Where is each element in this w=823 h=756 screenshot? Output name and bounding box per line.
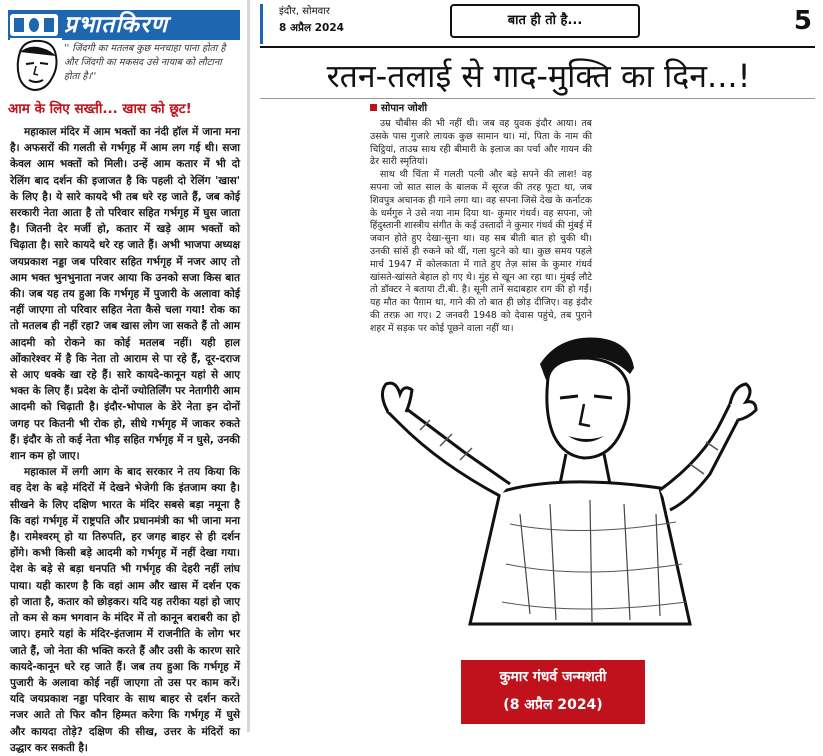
masthead-logo-icon: [10, 14, 58, 36]
byline-square-icon: [370, 104, 377, 111]
section-label: बात ही तो है...: [450, 4, 640, 38]
caption-title: कुमार गंधर्व जन्मशती: [499, 669, 607, 685]
left-article-body: [10, 124, 240, 756]
header-city-day: इंदौर, सोमवार: [279, 6, 330, 17]
article-paragraph: साथ थी चिंता में गलती पत्नी और बड़े सपने की लाश! वह सपना जो सात साल के बालक में सूरज की तरह फूटा था, जब शिवपुत्र अचानक ही गाने लगा था। वह सपना जिसे देख के कर्नाटक के धर्मगुरु ने उसे नया नाम दिया था- कुमार गंधर्व। वह सपना, जो हिंदुस्तानी शास्त्रीय संगीत के कई उस्तादों ने कुमार गंधर्व की मुंबई में जवान होते हुए देखा-सुना था। वह सब बीती बात हो चुकी थी। उनकी सांसें ही रुकने को थीं, गला घुटने को था। कुछ समय पहले मार्च 1947 में कोलकाता में गाते हुए तेज़ सांस के कुमार गंधर्व खांसते-खांसते बेहाल हो गए थे। मुंह से खून आ रहा था। मुंबई लौटे तो डॉक्टर ने बताया टी.बी. है। सूनी तानें सदाबहार राग की हो गईं। यह मौत का पैग़ाम था, गाने की तो बात ही छोड़ दीजिए। वह इंदौर की तरफ़ आ गए। 2 जनवरी 1948 को देवास पहुंचे, तब पुराने शहर में सड़क पर कोई पूछने वाला नहीं था।: [370, 169, 592, 334]
header-divider: [260, 46, 815, 48]
left-column: [0, 0, 246, 754]
column-divider: [247, 0, 250, 732]
left-headline: आम के लिए सख्ती... खास को छूट!: [8, 101, 192, 117]
left-paragraph: महाकाल मंदिर में आम भक्तों का नंदी हॉल में जाना मना है। अफसरों की गलती से गर्भगृह में आम लग गई थी। सजा केवल आम भक्तों को मिली। उन्हें आम कतार में भी दो रेलिंग बाद दर्शन की इजाजत है कि पहली दो रेलिंग 'खास' के लिए है। ये सारे कायदे भी तब धरे रह जाते हैं, जब कोई सरकारी नेता आता है तो परिवार सहित गर्भगृह में घुस जाता है। जितनी देर मर्जी हो, कतार में खड़े आम भक्तों को चिढ़ाता है। सारे कायदे धरे रह जाते हैं। अभी भाजपा अध्यक्ष जयप्रकाश नड्डा जब परिवार सहित गर्भगृह में नजर आए तो आम भक्त भुनभुनाता नजर आया कि उनको सजा किस बात की। जब यह तय हुआ कि गर्भगृह में पुजारी के अलावा कोई नहीं जाएगा तो परिवार सहित नेता कैसे चला गया! रोक का तो मतलब ही नहीं रहा? जब खास लोग जा सकते हैं तो आम आदमी को रोकने का कोई मतलब नहीं। यही हाल ओंकारेश्वर में है कि नेता तो आराम से पा रहे हैं, दूर-दराज से आए धक्के खा रहे हैं। सारे कायदे-कानून यहां से आए भक्त के लिए हैं। प्रदेश के दोनों ज्योतिर्लिंग पर नेतागीरी आम आदमी को चिढ़ाती है। इंदौर-भोपाल के डेरे नेता इन दोनों जगह पर कितनी भी रोक हो, सीधे गर्भगृह में जाकर रुकते हैं। इंदौर के तो कई नेता भीड़ सहित गर्भगृह में न घुसे, उनकी शान कम हो जाए।: [10, 126, 240, 463]
author-name: सोपान जोशी: [381, 103, 428, 114]
right-page: [252, 0, 823, 732]
article-paragraph: उम्र चौबीस की भी नहीं थी। जब वह युवक इंदौर आया। तब उसके पास गुजारे लायक कुछ सामान था। मां, पिता के नाम की चिट्ठियां, ताउम्र साथ रही बीमारी के इलाज का पर्चा और गायन की ढेर सारी स्मृतियां।: [370, 118, 592, 168]
quote-box: [8, 36, 240, 98]
title-divider: [260, 98, 815, 99]
face-sketch-icon: [10, 38, 62, 94]
portrait-sketch-image: [360, 324, 760, 630]
header-date: 8 अप्रैल 2024: [279, 22, 344, 34]
article-column-2: [370, 118, 592, 336]
page-number: 5: [793, 6, 812, 36]
masthead-name: प्रभातकिरण: [64, 12, 168, 38]
page-header-info: [260, 4, 430, 44]
quote-text: '' जिंदगी का मतलब कुछ मनचाहा पाना होता है और जिंदगी का मकसद उसे नायाब को लौटाना होता है।'': [64, 43, 226, 82]
byline: [370, 102, 530, 116]
caption-date: (8 अप्रैल 2024): [503, 697, 603, 713]
photo-caption: [461, 660, 645, 724]
article-title: रतन-तलाई से गाद-मुक्ति का दिन...!: [326, 57, 751, 95]
left-paragraph: महाकाल में लगी आग के बाद सरकार ने तय किया कि वह देश के बड़े मंदिरों में देखने भेजेगी कि इंतजाम क्या है। सीखने के लिए दक्षिण भारत के मंदिर सबसे बड़ा नमूना है कि वहां गर्भगृह में राष्ट्रपति और प्रधानमंत्री का भी जाना मना है। रामेश्वरम् हो या तिरुपति, हर जगह बाहर से ही दर्शन होंगे। कभी किसी बड़े आदमी को गर्भगृह में नहीं देखा गया। देश के बड़े से बड़ा धनपति भी गर्भगृह की देहरी नहीं लांघ पाया। यही कारण है कि वहां आम और खास में दर्शन एक हो जाता है, कतार को छोड़कर। यदि यह तरीका यहां हो जाए तो कम से कम भगवान के मंदिर में तो कानून बराबरी का हो जाए। हमारे यहां के मंदिर-इंतजाम में राजनीति के लोग भर जाते हैं, जो नेता की भक्ति करते हैं और उसी के कारण सारे कायदे-कानून धरे रह जाते हैं। जब तय हुआ कि गर्भगृह में पुजारी के अलावा कोई नहीं जाएगा तो उस पर काम करें। यदि जयप्रकाश नड्डा परिवार के साथ बाहर से दर्शन करते नजर आते तो फिर कौन हिम्मत करेगा कि गर्भगृह में घुसे और कायदा तोड़े? दक्षिण की सीख, उत्तर के मंदिरों का उद्धार कर सकती है।: [10, 466, 240, 754]
